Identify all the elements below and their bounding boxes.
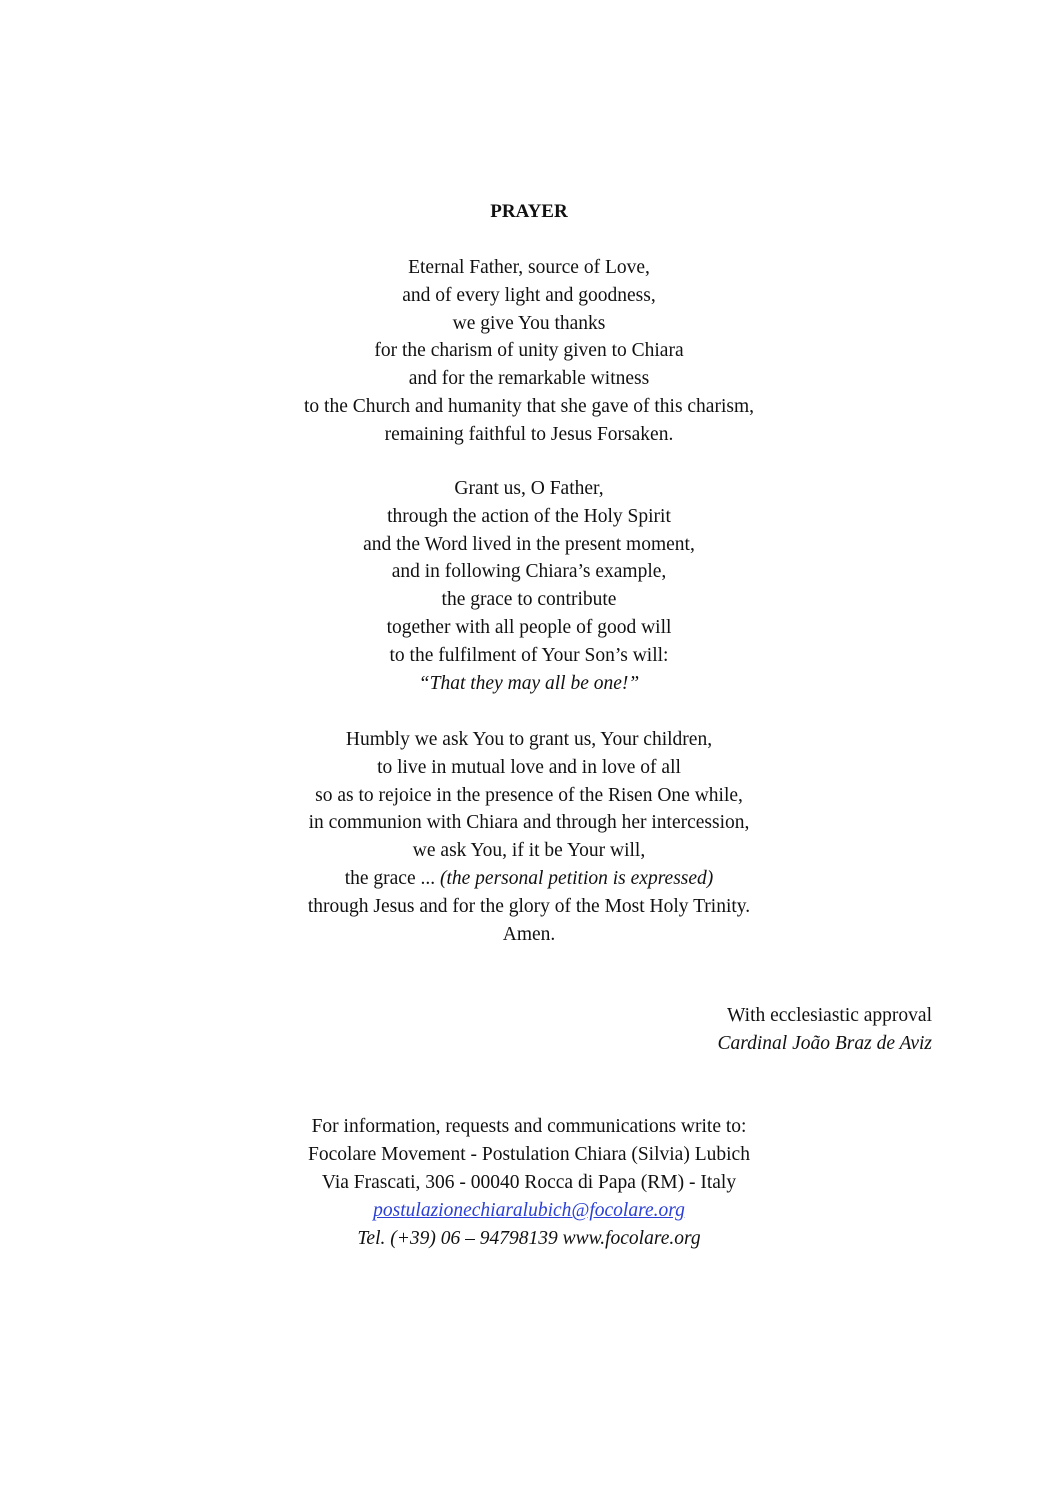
prayer-line: the grace to contribute — [441, 589, 617, 611]
contact-information — [0, 1113, 1058, 1253]
prayer-line: Humbly we ask You to grant us, Your children, — [345, 729, 713, 750]
prayer-line: to live in mutual love and in love of all — [377, 756, 681, 778]
contact-organization: Focolare Movement - Postulation Chiara (Silvia) Lubich — [308, 1144, 750, 1165]
contact-email-line — [0, 1197, 1058, 1225]
prayer-line: together with all people of good will — [386, 616, 672, 638]
petition-prefix: the grace ... — [344, 867, 440, 889]
ecclesiastic-approval — [718, 1002, 933, 1058]
prayer-title: PRAYER — [490, 201, 568, 222]
contact-address: Via Frascati, 306 - 00040 Rocca di Papa (RM) - Italy — [321, 1172, 737, 1193]
prayer-line: and in following Chiara’s example, — [391, 561, 667, 583]
approval-signatory: Cardinal João Braz de Aviz — [717, 1033, 932, 1054]
prayer-quote-line: “That they may all be one!” — [418, 672, 640, 694]
prayer-line: through the action of the Holy Spirit — [387, 505, 671, 527]
prayer-line: we ask You, if it be Your will, — [412, 840, 646, 862]
petition-line — [0, 865, 1058, 893]
prayer-line: to the Church and humanity that she gave of this charism, — [303, 395, 755, 417]
prayer-line: and the Word lived in the present moment, — [363, 533, 695, 555]
prayer-line: Eternal Father, source of Love, — [408, 257, 650, 278]
prayer-line: through Jesus and for the glory of the Most Holy Trinity. — [307, 895, 751, 917]
prayer-line: and for the remarkable witness — [408, 368, 650, 390]
prayer-stanza-1 — [0, 254, 1058, 449]
approval-text: With ecclesiastic approval — [727, 1005, 932, 1026]
contact-phone-website: Tel. (+39) 06 – 94798139 www.focolare.org — [357, 1228, 701, 1249]
prayer-stanza-3 — [0, 726, 1058, 948]
prayer-line: to the fulfilment of Your Son’s will: — [389, 644, 669, 666]
prayer-line: and of every light and goodness, — [402, 284, 656, 306]
prayer-line: so as to rejoice in the presence of the Risen One while, — [315, 784, 743, 806]
email-link[interactable]: postulazionechiaralubich@focolare.org — [373, 1200, 685, 1221]
prayer-line: for the charism of unity given to Chiara — [374, 340, 684, 362]
petition-note: (the personal petition is expressed) — [439, 867, 714, 889]
contact-intro: For information, requests and communications write to: — [311, 1116, 747, 1137]
prayer-line: in communion with Chiara and through her intercession, — [308, 812, 750, 834]
prayer-line: we give You thanks — [452, 312, 606, 334]
prayer-line: remaining faithful to Jesus Forsaken. — [384, 423, 674, 445]
prayer-stanza-2 — [0, 475, 1058, 697]
prayer-line: Grant us, O Father, — [454, 478, 604, 499]
amen-line: Amen. — [502, 923, 556, 945]
